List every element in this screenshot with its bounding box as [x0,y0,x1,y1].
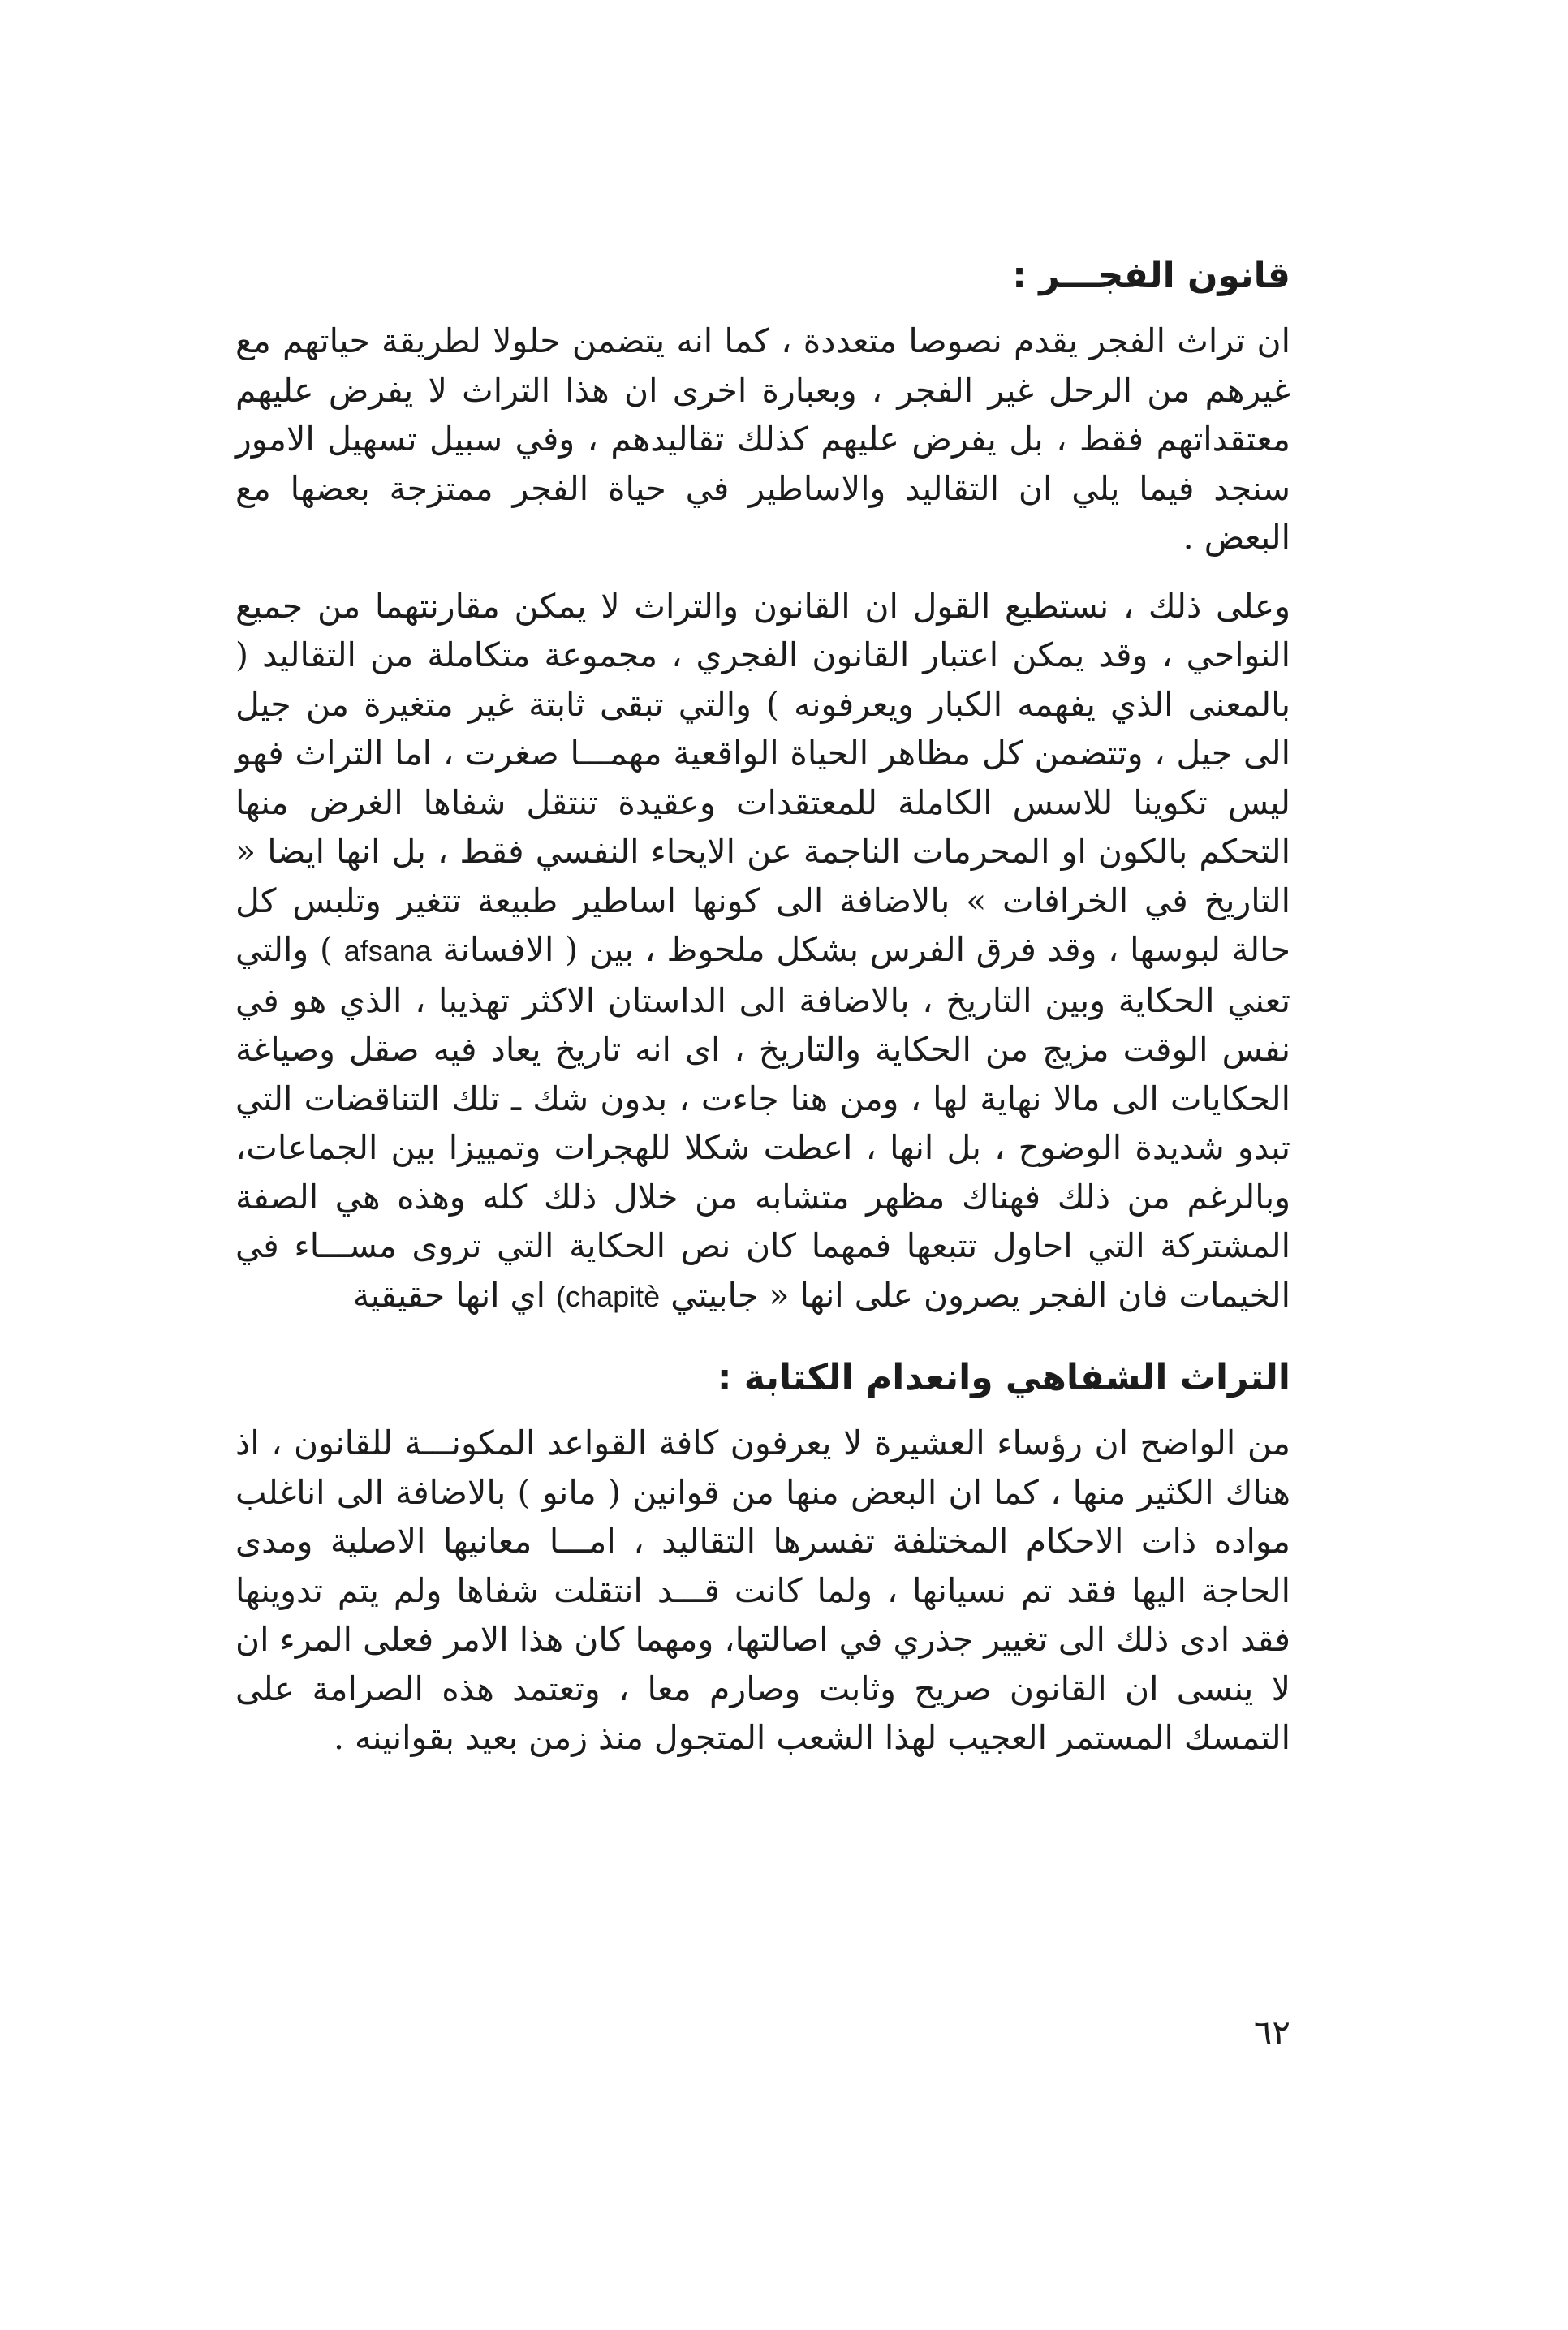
page-number: ٦٢ [1253,2013,1290,2052]
page-body [235,243,1290,1782]
paragraph [235,1419,1290,1763]
latin-term-afsana: afsana [343,934,432,967]
paragraph-text-part: وعلى ذلك ، نستطيع القول ان القانون والتراث لا يمكن مقارنتهما من جميع النواحي ، وقد يمكن اعتبار القانون الفجري ، مجموعة متكاملة من التقاليد ( بالمعنى الذي يفهمه الكبار ويعرفونه ) والتي تبقى ثابتة غير متغيرة من جيل الى جيل ، وتتضمن كل مظاهر الحياة الواقعية مهمـــا صغرت ، اما التراث فهو ليس تكوينا للاسس الكاملة للمعتقدات وعقيدة تنتقل شفاها الغرض منها التحكم بالكون او المحرمات الناجمة عن الايحاء النفسي فقط ، بل انها ايضا « التاريخ في الخرافات » بالاضافة الى كونها اساطير طبيعة تتغير وتلبس كل حالة لبوسها ، وقد فرق الفرس بشكل ملحوظ ، بين ( الافسانة [235,586,1290,969]
section-heading-oral-tradition: التراث الشفاهي وانعدام الكتابة : [717,1357,1290,1398]
paragraph-text: من الواضح ان رؤساء العشيرة لا يعرفون كافة القواعد المكونـــة للقانون ، اذ هناك الكثير منها ، كما ان البعض منها من قوانين ( مانو ) بالاضافة الى اناغلب مواده ذات الاحكام المختلفة تفسرها التقاليد ، امـــا معانيها الاصلية ومدى الحاجة اليها فقد تم نسيانها ، ولما كانت قـــد انتقلت شفاها ولم يتم تدوينها فقد ادى ذلك الى تغيير جذري في اصالتها، ومهما كان هذا الامر فعلى المرء ان لا ينسى ان القانون صريح وثابت وصارم معا ، وتعتمد هذه الصرامة على التمسك المستمر العجيب لهذا الشعب المتجول منذ زمن بعيد بقوانينه . [235,1423,1290,1757]
paragraph-text-part: اي انها حقيقية [352,1275,546,1315]
paragraph-text-part: ) والتي تعني الحكاية وبين التاريخ ، بالاضافة الى الداستان الاكثر تهذيبا ، الذي هو في نفس الوقت مزيج من الحكاية والتاريخ ، اى انه تاريخ يعاد فيه صقل وصياغة الحكايات الى مالا نهاية لها ، ومن هنا جاءت ، بدون شك ـ تلك التناقضات التي تبدو شديدة الوضوح ، بل انها ، اعطت شكلا للهجرات وتمييزا بين الجماعات، وبالرغم من ذلك فهناك مظهر متشابه من خلال ذلك كله وهذه هي الصفة المشتركة التي احاول تتبعها فمهما كان نص الحكاية التي تروى مســـاء في الخيمات فان الفجر يصرون على انها « جابيتي [235,930,1290,1315]
paragraph-text [235,582,1290,1322]
paragraph [235,582,1290,1322]
latin-term-chapite: (chapitè [556,1279,661,1313]
paragraph-text: ان تراث الفجر يقدم نصوصا متعددة ، كما انه يتضمن حلولا لطريقة حياتهم مع غيرهم من الرحل غير الفجر ، وبعبارة اخرى ان هذا التراث لا يفرض عليهم معتقداتهم فقط ، بل يفرض عليهم كذلك تقاليدهم ، وفي سبيل تسهيل الامور سنجد فيما يلي ان التقاليد والاساطير في حياة الفجر ممتزجة بعضها مع البعض . [235,321,1290,557]
paragraph [235,317,1290,562]
section-heading-fajr-law: قانون الفجـــر : [1012,255,1290,296]
